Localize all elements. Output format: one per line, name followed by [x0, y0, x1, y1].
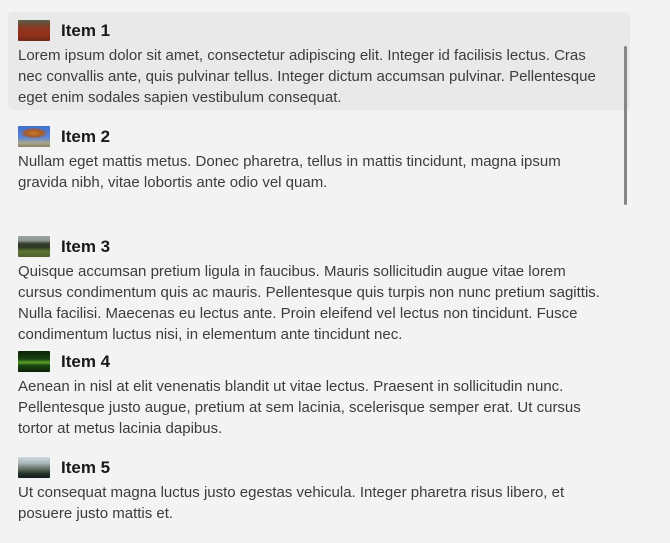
bicycle-meadow-thumbnail [18, 236, 50, 257]
green-grass-thumbnail [18, 351, 50, 372]
item-title: Item 2 [61, 126, 111, 146]
item-description: Aenean in nisl at elit venenatis blandit ut vitae lectus. Praesent in sollicitudin nunc. Pellentesque justo augue, pretium at sem lacinia, scelerisque semper erat. Ut cursus tortor at metus lacinia dapibus. [18, 378, 581, 437]
list-item-4[interactable] [8, 343, 630, 441]
list-item-5[interactable] [8, 449, 630, 526]
item-title: Item 3 [61, 236, 111, 256]
item-list [8, 12, 630, 526]
list-item-3[interactable] [8, 228, 630, 347]
list-item-5-header [18, 457, 618, 478]
item-description: Lorem ipsum dolor sit amet, consectetur adipiscing elit. Integer id facilisis lectus. Cras nec convallis ante, quis pulvinar tellus. Integer dictum accumsan pulvinar. Pellentesque eget enim sodales sapien vestibulum consequat. [18, 47, 596, 106]
item-description: Nullam eget mattis metus. Donec pharetra, tellus in mattis tincidunt, magna ipsum gravida nibh, vitae lobortis ante odio vel quam. [18, 153, 561, 191]
list-item-1-header [18, 20, 618, 41]
list-item-2[interactable] [8, 118, 630, 220]
list-item-4-header [18, 351, 618, 372]
list-item-1[interactable] [8, 12, 630, 110]
carousel-ride-thumbnail [18, 126, 50, 147]
item-description: Ut consequat magna luctus justo egestas vehicula. Integer pharetra risus libero, et posuere justo mattis et. [18, 484, 565, 522]
vertical-scrollbar-thumb[interactable] [624, 46, 627, 205]
item-title: Item 4 [61, 351, 111, 371]
harbor-waterfront-thumbnail [18, 457, 50, 478]
item-title: Item 1 [61, 20, 111, 40]
list-item-2-header [18, 126, 618, 147]
item-title: Item 5 [61, 457, 111, 477]
poppy-field-thumbnail [18, 20, 50, 41]
item-description: Quisque accumsan pretium ligula in faucibus. Mauris sollicitudin augue vitae lorem cursus condimentum quis ac mauris. Pellentesque quis turpis non nunc pretium sagittis. Nulla facilisi. Maecenas eu lectus ante. Proin eleifend vel lectus non tincidunt. Fusce condimentum luctus nisi, in elementum ante tincidunt nec. [18, 263, 600, 343]
list-item-3-header [18, 236, 618, 257]
